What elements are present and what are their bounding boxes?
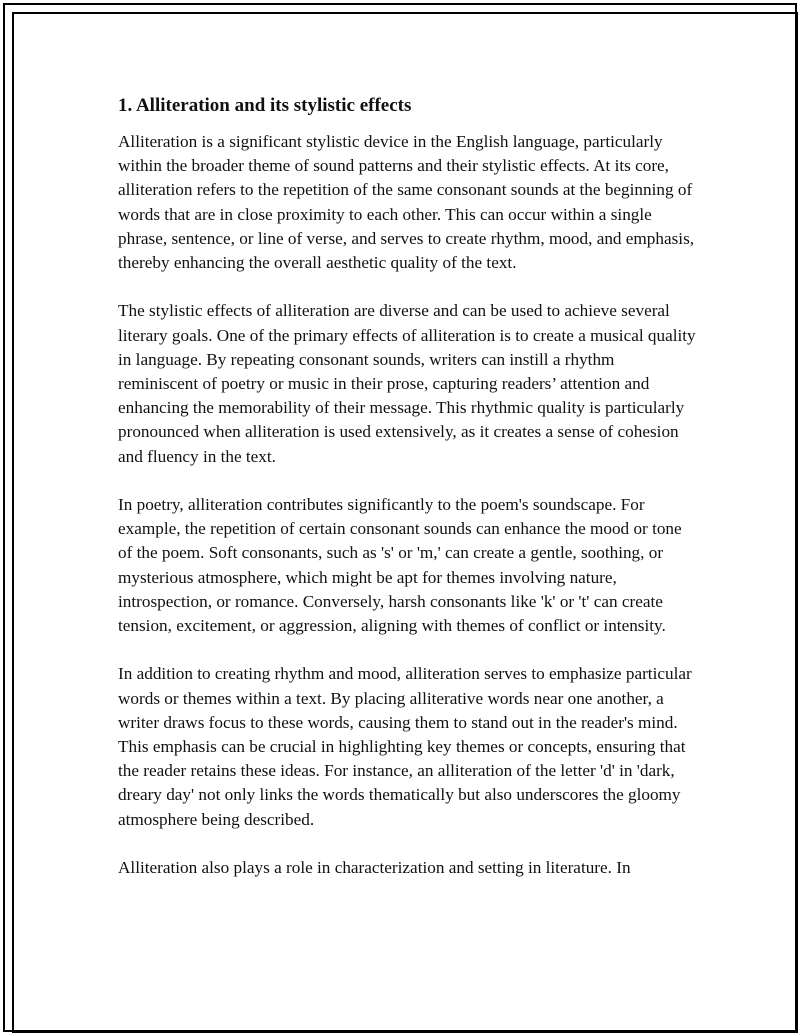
paragraph-4: In addition to creating rhythm and mood, alliteration serves to emphasize particular words or themes within a text. By placing alliterative words near one another, a writer draws focus to these words, causing them to stand out in the reader's mind. This emphasis can be crucial in highlighting key themes or concepts, ensuring that the reader retains these ideas. For instance, an alliteration of the letter 'd' in 'dark, dreary day' not only links the words thematically but also underscores the gloomy atmosphere being described.	[118, 664, 692, 829]
paragraph-3: In poetry, alliteration contributes significantly to the poem's soundscape. For example, the repetition of certain consonant sounds can enhance the mood or tone of the poem. Soft consonants, such as 's' or 'm,' can create a gentle, soothing, or mysterious atmosphere, which might be apt for themes involving nature, introspection, or romance. Conversely, harsh consonants like 'k' or 't' can create tension, excitement, or aggression, aligning with themes of conflict or intensity.	[118, 495, 682, 636]
paragraph-2: The stylistic effects of alliteration are diverse and can be used to achieve several literary goals. One of the primary effects of alliteration is to create a musical quality in language. By repeating consonant sounds, writers can instill a rhythm reminiscent of poetry or music in their prose, capturing readers’ attention and enhancing the memorability of their message. This rhythmic quality is particularly pronounced when alliteration is used extensively, as it creates a sense of cohesion and fluency in the text.	[118, 301, 696, 466]
paragraph-5: Alliteration also plays a role in characterization and setting in literature. In	[118, 858, 631, 878]
section-heading: 1. Alliteration and its stylistic effects	[118, 95, 412, 116]
paragraph-1: Alliteration is a significant stylistic device in the English language, particularly within the broader theme of sound patterns and their stylistic effects. At its core, alliteration refers to the repetition of the same consonant sounds at the beginning of words that are in close proximity to each other. This can occur within a single phrase, sentence, or line of verse, and serves to create rhythm, mood, and emphasis, thereby enhancing the overall aesthetic quality of the text.	[118, 132, 695, 273]
document-body	[118, 92, 698, 904]
